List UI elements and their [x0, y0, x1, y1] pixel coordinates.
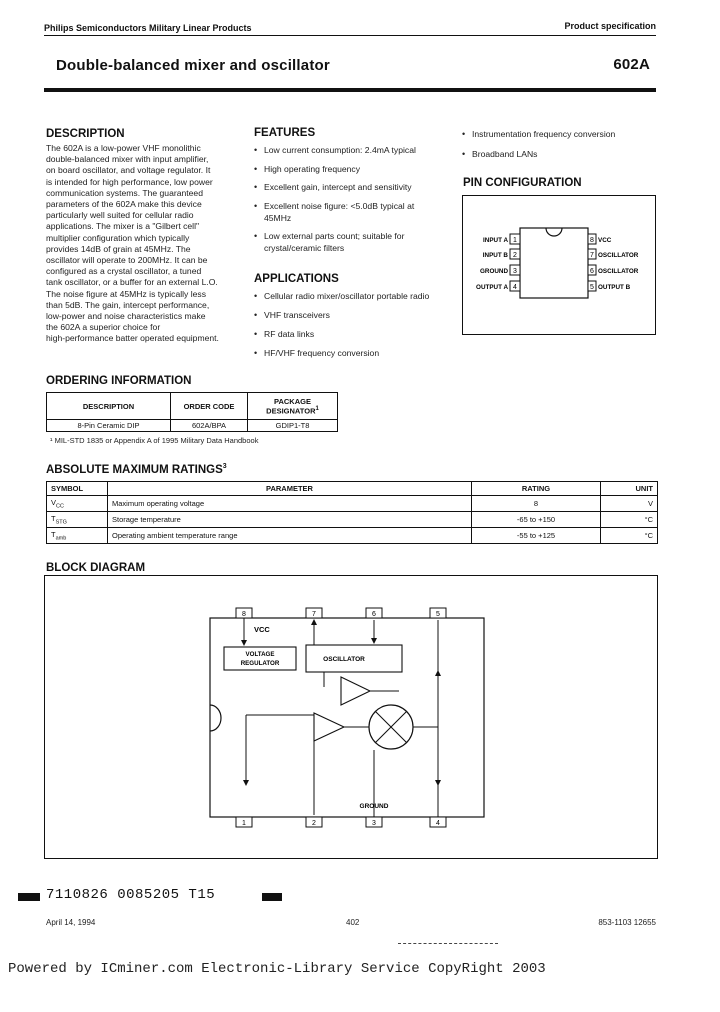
pin-label: OUTPUT B [598, 284, 631, 291]
application-item: • HF/VHF frequency conversion [264, 348, 379, 359]
description-line: tank oscillator, or a buffer for an external L.O. [46, 277, 218, 288]
pin-4-num: 4 [436, 820, 440, 827]
ordering-col-description: DESCRIPTION [47, 393, 171, 420]
title-rule [44, 88, 656, 92]
ratings-symbol [47, 496, 108, 512]
ratings-col-parameter: PARAMETER [108, 482, 472, 496]
ratings-table [46, 481, 658, 544]
ordering-col-package-l2: DESIGNATOR [266, 406, 316, 416]
pin-num: 1 [513, 237, 517, 244]
description-line: The noise figure at 45MHz is typically less [46, 288, 207, 299]
ratings-symbol-main: T [51, 513, 56, 523]
ordering-cell-description: 8-Pin Ceramic DIP [47, 420, 171, 432]
part-number: 602A [613, 56, 650, 73]
pin-num: 6 [590, 268, 594, 275]
pin-6 [366, 608, 382, 618]
application-item: • RF data links [264, 329, 314, 340]
description-text [46, 143, 251, 345]
ratings-symbol-main: T [51, 529, 56, 539]
vcc-label: VCC [254, 625, 270, 634]
ratings-symbol [47, 512, 108, 528]
pin-num: 8 [590, 237, 594, 244]
ratings-parameter: Maximum operating voltage [108, 496, 472, 512]
header-rule [44, 35, 656, 36]
pin-4 [430, 817, 446, 827]
pin-left-4 [476, 281, 520, 291]
ordering-table [46, 392, 338, 432]
pin-label: INPUT B [482, 252, 508, 259]
pin-8 [236, 608, 252, 618]
block-diagram [44, 575, 658, 859]
header-company: Philips Semiconductors Military Linear Products [44, 23, 252, 33]
ratings-symbol-sub: CC [56, 503, 64, 510]
pin-7 [306, 608, 322, 618]
pin-num: 2 [513, 252, 517, 259]
ordering-col-order-code: ORDER CODE [171, 393, 248, 420]
feature-item: • Low current consumption: 2.4mA typical [264, 145, 416, 156]
description-line: parameters of the 602A make this device [46, 199, 202, 210]
description-line: high-performance batter operated equipment. [46, 333, 219, 344]
feature-item: • Excellent noise figure: <5.0dB typical at [264, 201, 414, 212]
ordering-col-package [248, 393, 338, 420]
ratings-unit: V [601, 496, 658, 512]
pin-8-num: 8 [242, 611, 246, 618]
ratings-symbol-sub: amb [55, 535, 67, 542]
ratings-symbol-sub: STG [55, 519, 67, 526]
voltage-regulator-label-1: VOLTAGE [245, 651, 275, 658]
feature-item: • Excellent gain, intercept and sensitivity [264, 182, 412, 193]
pin-2 [306, 817, 322, 827]
feature-item: 45MHz [264, 213, 292, 223]
description-line: on board oscillator, and voltage regulator. It [46, 165, 211, 176]
ratings-heading-sup: 3 [222, 463, 227, 470]
application-item: • Cellular radio mixer/oscillator portable radio [264, 291, 429, 302]
oscillator-label: OSCILLATOR [323, 656, 365, 663]
feature-item: crystal/ceramic filters [264, 243, 345, 253]
ratings-heading [46, 463, 227, 476]
ratings-col-rating: RATING [472, 482, 601, 496]
feature-item: • Low external parts count; suitable for [264, 231, 404, 242]
barcode-bar-left [18, 893, 40, 901]
description-line: low-power and noise characteristics make [46, 311, 206, 322]
ratings-value: -65 to +150 [472, 512, 601, 528]
extra-app-item: • Broadband LANs [472, 149, 537, 160]
ratings-row [47, 512, 658, 528]
pin-configuration-diagram [462, 195, 656, 335]
applications-heading: APPLICATIONS [254, 273, 339, 285]
input-amplifier [314, 713, 344, 741]
description-heading: DESCRIPTION [46, 128, 125, 140]
block-diagram-heading: BLOCK DIAGRAM [46, 562, 146, 574]
pin-5-num: 5 [436, 611, 440, 618]
description-line: applications. The mixer is a "Gilbert cell" [46, 221, 200, 232]
pin-7-num: 7 [312, 611, 316, 618]
barcode-number: 7110826 0085205 T15 [46, 887, 216, 903]
description-line: oscillator will operate to 200MHz. It can be [46, 255, 208, 266]
description-line: communication systems. The guaranteed [46, 187, 203, 198]
description-line: than 5dB. The gain, intercept performance, [46, 299, 210, 310]
description-line: provides 14dB of grain at 45MHz. The [46, 243, 191, 254]
footer-page: 402 [346, 918, 360, 927]
ratings-col-symbol: SYMBOL [47, 482, 108, 496]
pin-1 [236, 817, 252, 827]
ordering-heading: ORDERING INFORMATION [46, 375, 192, 387]
footer-doc-code: 853-1103 12655 [598, 918, 656, 927]
ordering-col-package-l1: PACKAGE [274, 396, 311, 406]
pin-label: OSCILLATOR [598, 252, 639, 259]
voltage-regulator-label-2: REGULATOR [240, 660, 280, 667]
pin-num: 3 [513, 268, 517, 275]
page-title: Double-balanced mixer and oscillator [56, 57, 330, 74]
footer-date: April 14, 1994 [46, 918, 96, 927]
description-line: double-balanced mixer with input amplifier, [46, 154, 209, 165]
pin-label: OSCILLATOR [598, 268, 639, 275]
pin-6-num: 6 [372, 611, 376, 618]
pin-right-5 [588, 281, 631, 291]
ratings-row [47, 496, 658, 512]
features-heading: FEATURES [254, 127, 316, 139]
pin-left-1 [483, 234, 520, 244]
extra-app-item: • Instrumentation frequency conversion [472, 129, 615, 140]
barcode-bar-right [262, 893, 282, 901]
pin-label: INPUT A [483, 237, 508, 244]
feature-item: • High operating frequency [264, 164, 360, 175]
pin-right-8 [588, 234, 612, 244]
ratings-value: -55 to +125 [472, 528, 601, 544]
ratings-symbol [47, 528, 108, 544]
description-line: multiplier configuration which typically [46, 232, 190, 243]
header-doc-type: Product specification [564, 21, 656, 31]
pin-3-num: 3 [372, 820, 376, 827]
ratings-value: 8 [472, 496, 601, 512]
pin-left-2 [483, 249, 520, 259]
ordering-cell-package: GDIP1-T8 [248, 420, 338, 432]
pin-label: VCC [598, 237, 612, 244]
description-line: The 602A is a low-power VHF monolithic [46, 143, 201, 153]
pin-label: GROUND [480, 268, 508, 275]
pin-left-3 [480, 265, 520, 275]
pin-num: 7 [590, 252, 594, 259]
description-line: configured as a crystal oscillator, a tuned [46, 266, 202, 277]
ratings-parameter: Storage temperature [108, 512, 472, 528]
pin-num: 5 [590, 284, 594, 291]
pin-2-num: 2 [312, 820, 316, 827]
ratings-col-unit: UNIT [601, 482, 658, 496]
pin-1-num: 1 [242, 820, 246, 827]
ratings-symbol-main: V [51, 497, 57, 507]
ratings-heading-text: ABSOLUTE MAXIMUM RATINGS [46, 463, 223, 476]
pin-3 [366, 817, 382, 827]
pin-config-heading: PIN CONFIGURATION [463, 177, 582, 189]
ratings-unit: °C [601, 512, 658, 528]
ordering-col-package-sup: 1 [315, 405, 319, 412]
oscillator-buffer-amp [341, 677, 370, 705]
ordering-note: ¹ MIL-STD 1835 or Appendix A of 1995 Military Data Handbook [50, 436, 259, 445]
powered-by: Powered by ICminer.com Electronic-Library Service CopyRight 2003 [8, 961, 546, 977]
pin-right-6 [588, 265, 639, 275]
description-line: particularly well suited for cellular radio [46, 210, 194, 221]
pin-num: 4 [513, 284, 517, 291]
pin-right-7 [588, 249, 639, 259]
description-line: the 602A a superior choice for [46, 322, 161, 333]
pin-label: OUTPUT A [476, 284, 508, 291]
ground-label: GROUND [359, 803, 389, 810]
footer-dash [398, 943, 498, 944]
ratings-row [47, 528, 658, 544]
ordering-cell-order-code: 602A/BPA [171, 420, 248, 432]
description-line: is intended for high performance, low power [46, 176, 213, 187]
pin-5 [430, 608, 446, 618]
ratings-unit: °C [601, 528, 658, 544]
application-item: • VHF transceivers [264, 310, 330, 321]
ratings-parameter: Operating ambient temperature range [108, 528, 472, 544]
